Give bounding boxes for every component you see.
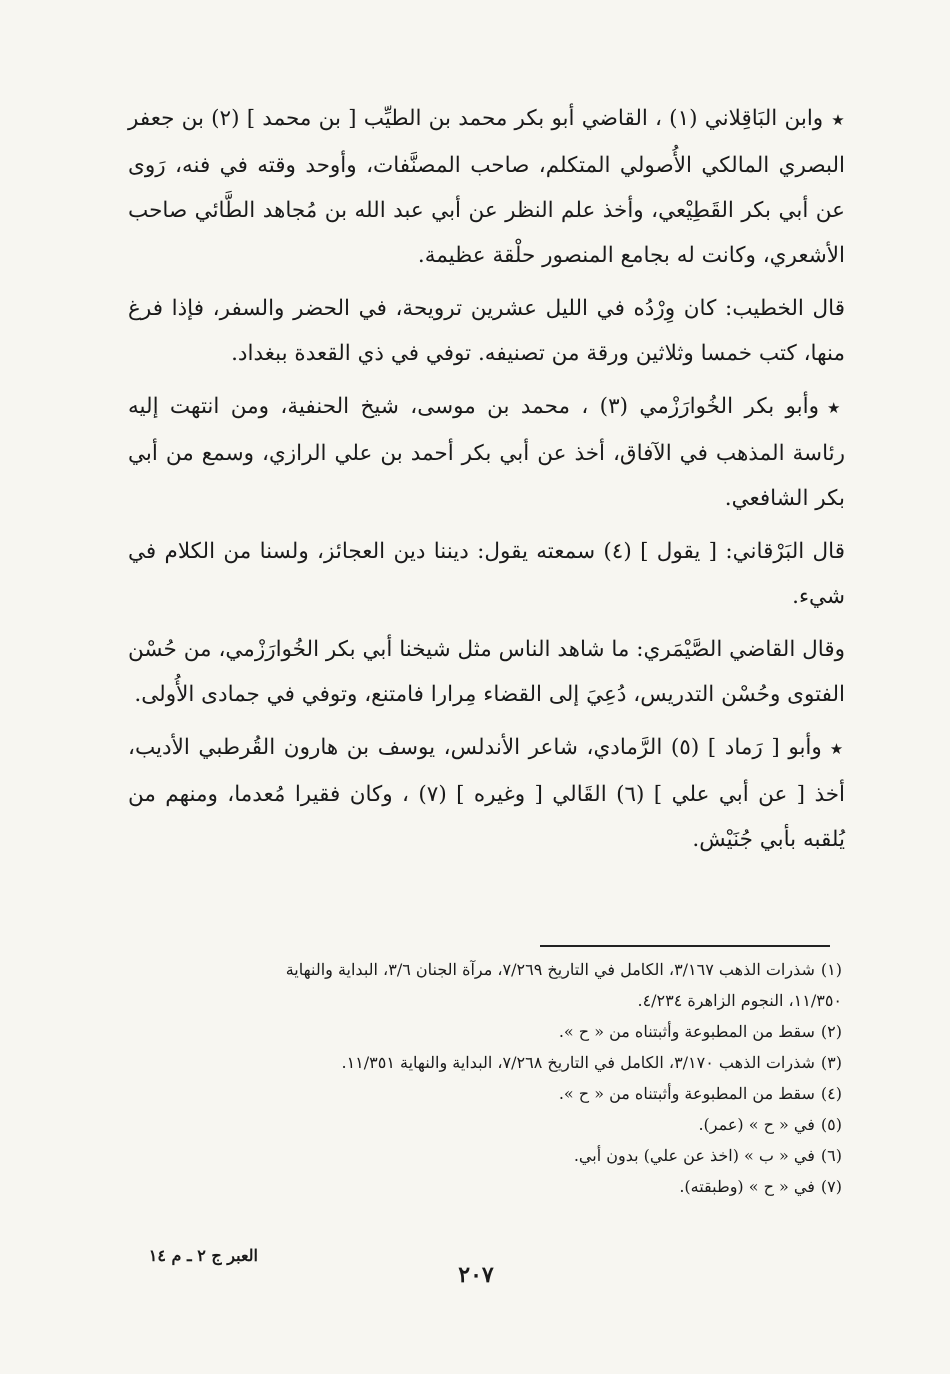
- footnote-text: شذرات الذهب ٣/١٧٠، الكامل في التاريخ ٧/٢٦٨، البداية والنهاية ١١/٣٥١.: [341, 1053, 815, 1072]
- footnote: [128, 954, 842, 985]
- paragraph: [128, 286, 845, 376]
- footnote: [128, 1078, 842, 1109]
- footnote-number: (٣): [820, 1053, 842, 1072]
- footnote-text: في « ح » (وطبقته).: [679, 1177, 815, 1196]
- footnote-text: في « ب » (اخذ عن علي) بدون أبي.: [573, 1146, 815, 1165]
- footnote-text: سقط من المطبوعة وأثبتناه من « ح ».: [558, 1022, 815, 1041]
- footnote: [128, 1171, 842, 1202]
- footnote-text: في « ح » (عمر).: [698, 1115, 815, 1134]
- footnote-number: (٧): [820, 1177, 842, 1196]
- footnote-divider: [540, 945, 830, 947]
- footnote: [128, 1140, 842, 1171]
- paragraph: [128, 96, 845, 278]
- footnote-number: (٢): [820, 1022, 842, 1041]
- footnote-number: (٥): [820, 1115, 842, 1134]
- footnote: [128, 1109, 842, 1140]
- paragraph-text: وأبو [ رَماد ] (٥) الرَّمادي، شاعر الأندلس، يوسف بن هارون القُرطبي الأديب، أخذ [ عن أبي علي ] (٦) القَالي [ وغيره ] (٧) ، وكان فقيرا مُعدما، ومنهم من يُلقبه بأبي جُنَيْش.: [128, 735, 845, 852]
- paragraph: [128, 529, 845, 619]
- main-text: [128, 96, 845, 870]
- footnote: [128, 1016, 842, 1047]
- paragraph-text: قال البَرْقاني: [ يقول ] (٤) سمعته يقول: ديننا دين العجائز، ولسنا من الكلام في شيء.: [128, 539, 845, 609]
- footnote-text: ١١/٣٥٠، النجوم الزاهرة ٤/٢٣٤.: [637, 991, 842, 1010]
- star-icon: ★: [831, 111, 845, 129]
- star-icon: ★: [827, 399, 845, 417]
- paragraph: [128, 384, 845, 521]
- footnote-text: شذرات الذهب ٣/١٦٧، الكامل في التاريخ ٧/٢٦٩، مرآة الجنان ٣/٦، البداية والنهاية: [285, 960, 815, 979]
- footnote: [128, 1047, 842, 1078]
- paragraph-text: وأبو بكر الخُوارَزْمي (٣) ، محمد بن موسى، شيخ الحنفية، ومن انتهت إليه رئاسة المذهب في الآفاق، أخذ عن أبي بكر أحمد بن علي الرازي، وسمع من أبي بكر الشافعي.: [128, 394, 845, 511]
- footnote-number: (١): [820, 960, 842, 979]
- paragraph-text: وقال القاضي الصَّيْمَري: ما شاهد الناس مثل شيخنا أبي بكر الخُوارَزْمي، من حُسْن الفتوى وحُسْن التدريس، دُعِيَ إلى القضاء مِرارا فامتنع، وتوفي في جمادى الأُولى.: [128, 637, 845, 707]
- signature-mark: العبر ج ٢ ـ م ١٤: [148, 1246, 258, 1265]
- paragraph-text: وابن البَاقِلاني (١) ، القاضي أبو بكر محمد بن الطيِّب [ بن محمد ] (٢) بن جعفر البصري المالكي الأُصولي المتكلم، صاحب المصنَّفات، وأوحد وقته في فنه، رَوى عن أبي بكر القَطِيْعي، وأخذ علم النظر عن أبي عبد الله بن مُجاهد الطَّائي صاحب الأشعري، وكانت له بجامع المنصور حلْقة عظيمة.: [128, 106, 845, 268]
- paragraph: [128, 627, 845, 717]
- page-number: ٢٠٧: [458, 1262, 494, 1288]
- footnote-number: (٦): [820, 1146, 842, 1165]
- footnote-text: سقط من المطبوعة وأثبتناه من « ح ».: [558, 1084, 815, 1103]
- paragraph-text: قال الخطيب: كان وِرْدُه في الليل عشرين ترويحة، في الحضر والسفر، فإذا فرغ منها، كتب خمسا وثلاثين ورقة من تصنيفه. توفي في ذي القعدة ببغداد.: [128, 296, 845, 366]
- footnotes: [128, 954, 842, 1202]
- star-icon: ★: [829, 740, 845, 758]
- paragraph: [128, 725, 845, 862]
- footnote-continuation: [128, 985, 842, 1016]
- footnote-number: (٤): [820, 1084, 842, 1103]
